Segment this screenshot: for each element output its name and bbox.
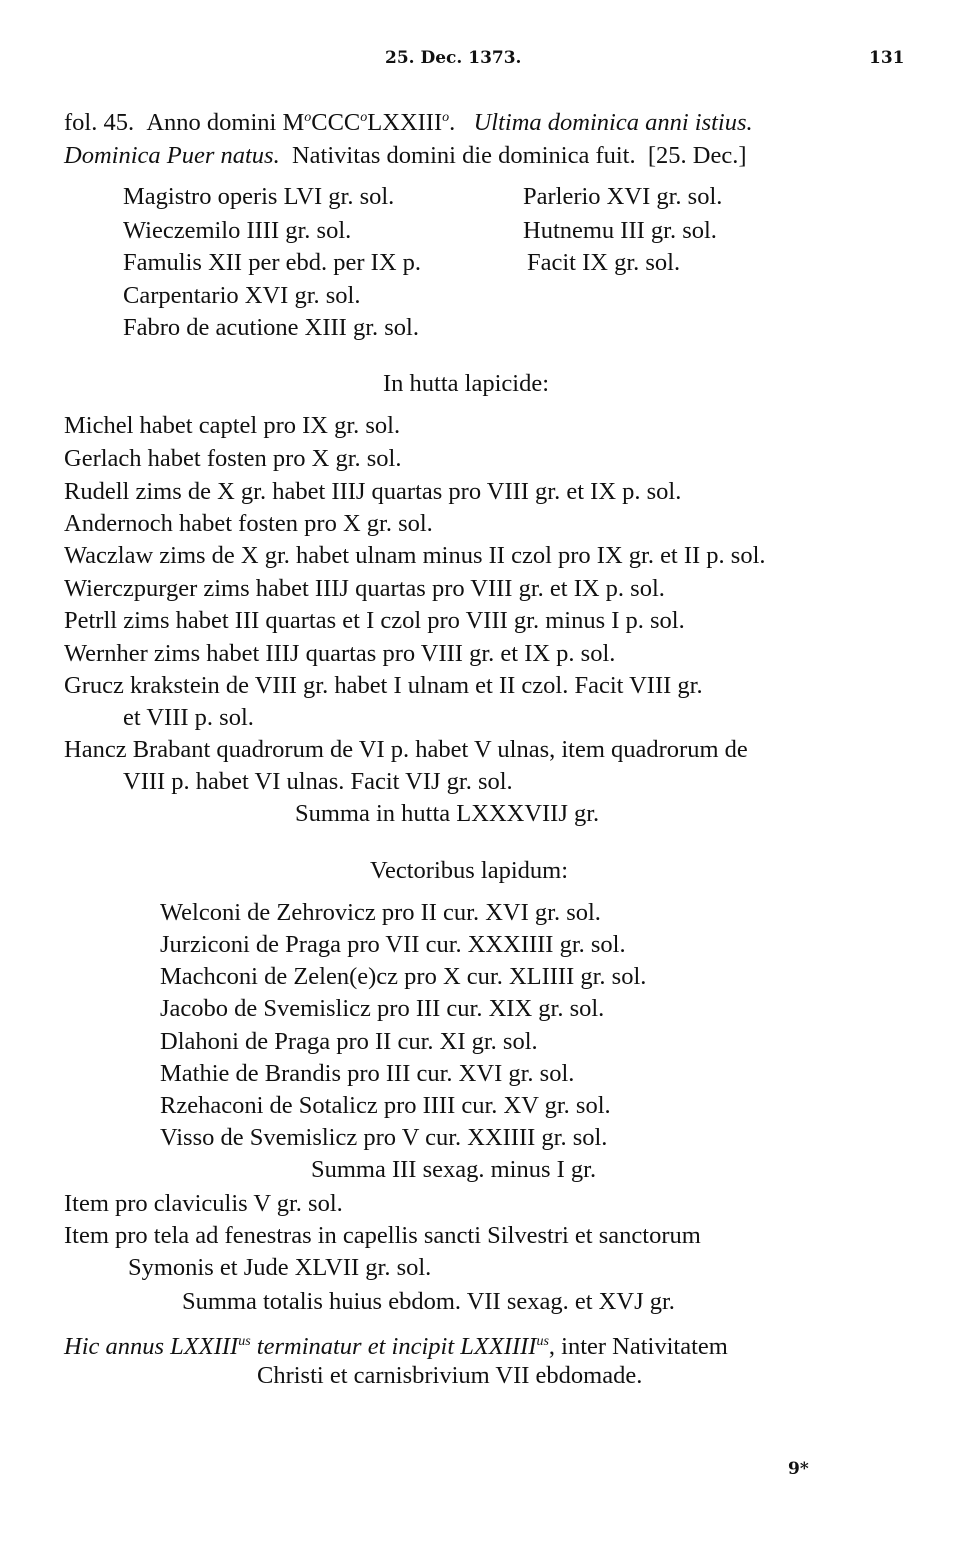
anno-domini: Anno domini M [146,109,305,136]
running-header-date: 25. Dec. 1373. [385,48,522,68]
vectores-line-6: Rzehaconi de Sotalicz pro IIII cur. XV gr. sol. [160,1092,611,1119]
closing-text-a: , inter Nativitatem [548,1333,728,1360]
hutta-heading: In hutta lapicide: [383,370,549,397]
closing-sup-b: us [536,1334,549,1349]
ordinal-mark: o [360,110,368,125]
dominica-puer: Dominica Puer natus. [64,142,280,169]
closing-italic-b: terminatur et incipit LXXIIII [256,1333,537,1360]
wage-left-0: Magistro operis LVI gr. sol. [123,183,395,210]
folio-ref: fol. 45. [64,109,135,136]
ordinal-mark: o [442,110,450,125]
hutta-line-11: VIII p. habet VI ulnas. Facit VIJ gr. sol. [123,768,513,795]
intro-line-1: fol. 45. Anno domini $M^oCCC^oLXXIII^o$. Ultima dominica anni istius. [64,109,753,136]
ordinal-mark: o [304,110,312,125]
hutta-line-2: Rudell zims de X gr. habet IIIJ quartas pro VIII gr. et IX p. sol. [64,478,682,505]
vectores-line-7: Visso de Svemislicz pro V cur. XXIIII gr. sol. [160,1124,608,1151]
hutta-line-5: Wierczpurger zims habet IIIJ quartas pro VIII gr. et IX p. sol. [64,575,665,602]
wage-left-1: Wieczemilo IIII gr. sol. [123,217,352,244]
item-line-2: Item pro tela ad fenestras in capellis sancti Silvestri et sanctorum [64,1222,701,1249]
hutta-line-9: et VIII p. sol. [123,704,254,731]
item-line-3: Symonis et Jude XLVII gr. sol. [128,1254,432,1281]
closing-line-1 [64,1326,728,1363]
wage-left-3: Carpentario XVI gr. sol. [123,282,361,309]
item-line-1: Item pro claviculis V gr. sol. [64,1190,343,1217]
vectores-heading: Vectoribus lapidum: [370,857,569,884]
wage-right-2: Facit IX gr. sol. [527,249,681,276]
vectores-line-4: Dlahoni de Praga pro II cur. XI gr. sol. [160,1028,538,1055]
hutta-line-6: Petrll zims habet III quartas et I czol pro VIII gr. minus I p. sol. [64,607,685,634]
hutta-line-0: Michel habet captel pro IX gr. sol. [64,412,401,439]
date-bracket: [25. Dec.] [647,142,747,169]
summa-totalis: Summa totalis huius ebdom. VII sexag. et XVJ gr. [182,1288,675,1315]
intro-line-2 [64,140,906,172]
closing-line-2: Christi et carnisbrivium VII ebdomade. [257,1362,643,1389]
ultima-dominica: Ultima dominica anni istius. [473,109,753,136]
wage-left-4: Fabro de acutione XIII gr. sol. [123,314,419,341]
hutta-line-8: Grucz krakstein de VIII gr. habet I ulnam et II czol. Facit VIII gr. [64,672,703,699]
closing-sup-a: us [238,1334,251,1349]
wage-right-0: Parlerio XVI gr. sol. [523,183,723,210]
nativitas-text: Nativitas domini die dominica fuit. [291,142,636,169]
vectores-line-5: Mathie de Brandis pro III cur. XVI gr. sol. [160,1060,575,1087]
hutta-line-3: Andernoch habet fosten pro X gr. sol. [64,510,433,537]
wage-right-1: Hutnemu III gr. sol. [523,217,717,244]
vectores-line-3: Jacobo de Svemislicz pro III cur. XIX gr. sol. [160,995,605,1022]
vectores-line-0: Welconi de Zehrovicz pro II cur. XVI gr. sol. [160,899,601,926]
hutta-summa: Summa in hutta LXXXVIIJ gr. [295,800,600,827]
closing-italic-a: Hic annus LXXIII [64,1333,239,1360]
vectores-line-1: Jurziconi de Praga pro VII cur. XXXIIII gr. sol. [160,931,626,958]
signature-mark: 9* [788,1459,809,1479]
wage-left-2: Famulis XII per ebd. per IX p. [123,249,422,276]
hutta-line-7: Wernher zims habet IIIJ quartas pro VIII gr. et IX p. sol. [64,640,616,667]
vectores-summa: Summa III sexag. minus I gr. [311,1156,597,1183]
page-number: 131 [869,48,905,68]
vectores-line-2: Machconi de Zelen(e)cz pro X cur. XLIIII gr. sol. [160,963,647,990]
hutta-line-1: Gerlach habet fosten pro X gr. sol. [64,445,402,472]
hutta-line-10: Hancz Brabant quadrorum de VI p. habet V ulnas, item quadrorum de [64,736,748,763]
hutta-line-4: Waczlaw zims de X gr. habet ulnam minus II czol pro IX gr. et II p. sol. [64,542,766,569]
